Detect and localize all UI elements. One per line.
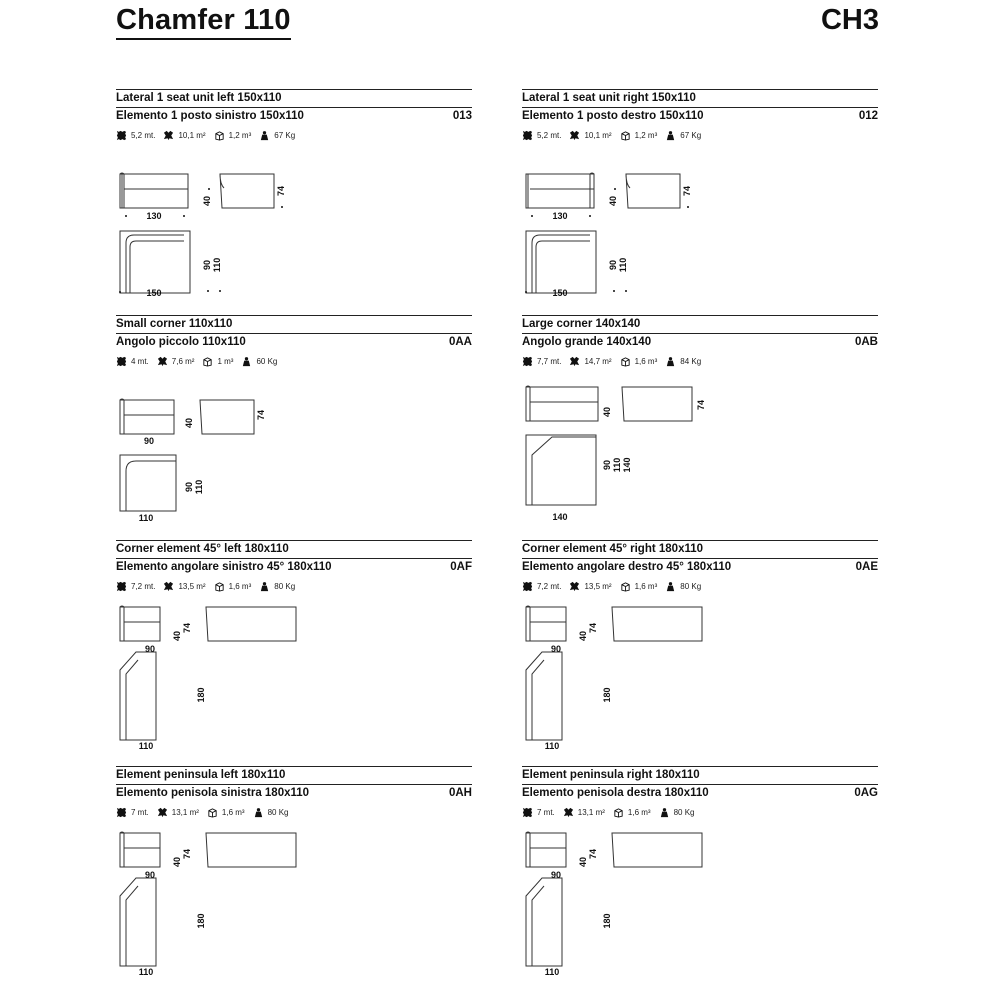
module-drawings bbox=[116, 89, 472, 313]
module-section bbox=[522, 766, 878, 990]
dimension-dot bbox=[613, 290, 615, 292]
spec-leather: 13,5 m² bbox=[584, 581, 612, 591]
spec-leather: 13,1 m² bbox=[577, 807, 605, 817]
dim-plan-d1: 90 bbox=[602, 459, 612, 471]
spec-weight: 80 Kg bbox=[680, 581, 702, 591]
dim-front-width: 130 bbox=[146, 211, 162, 221]
dim-total-height: 74 bbox=[276, 185, 286, 197]
spec-volume: 1,6 m³ bbox=[627, 807, 651, 817]
module-name-it: Elemento penisola sinistra 180x110 bbox=[116, 787, 310, 799]
dim-total-height: 74 bbox=[682, 185, 692, 197]
spec-fabric: 7,7 mt. bbox=[537, 356, 562, 366]
module-drawings bbox=[116, 540, 472, 764]
side-view bbox=[206, 833, 296, 867]
module-code: 012 bbox=[858, 110, 878, 122]
dimension-dot bbox=[125, 215, 127, 217]
module-name-it: Elemento 1 posto sinistro 150x110 bbox=[116, 110, 304, 122]
dim-seat-height: 40 bbox=[602, 406, 612, 418]
dim-seat-height: 40 bbox=[202, 195, 212, 207]
spec-leather: 14,7 m² bbox=[584, 356, 612, 366]
dim-front-width: 90 bbox=[550, 870, 562, 880]
module-section bbox=[116, 89, 472, 313]
armrest bbox=[590, 173, 594, 208]
module-name-it: Angolo piccolo 110x110 bbox=[116, 336, 246, 348]
spec-weight: 80 Kg bbox=[673, 807, 695, 817]
spec-volume: 1,6 m³ bbox=[634, 581, 658, 591]
spec-fabric: 7 mt. bbox=[131, 807, 149, 817]
front-view bbox=[120, 606, 160, 641]
spec-fabric: 7,2 mt. bbox=[131, 581, 156, 591]
module-name-it: Angolo grande 140x140 bbox=[522, 336, 652, 348]
module-name-it: Elemento angolare sinistro 45° 180x110 bbox=[116, 561, 332, 573]
dim-plan-d2: 110 bbox=[194, 479, 204, 495]
dim-plan-width: 110 bbox=[138, 967, 154, 977]
spec-volume: 1,6 m³ bbox=[228, 581, 252, 591]
module-section bbox=[116, 766, 472, 990]
dim-plan-d2: 110 bbox=[612, 457, 622, 473]
dim-seat-height: 40 bbox=[578, 630, 588, 642]
dim-plan-depth: 180 bbox=[196, 687, 206, 703]
dim-seat-height: 40 bbox=[578, 856, 588, 868]
module-drawings bbox=[522, 766, 878, 990]
plan-view bbox=[526, 652, 562, 740]
front-view bbox=[120, 399, 174, 434]
dimension-dot bbox=[183, 215, 185, 217]
module-code: 0AF bbox=[450, 561, 472, 573]
spec-weight: 80 Kg bbox=[267, 807, 289, 817]
dim-plan-depth: 180 bbox=[196, 913, 206, 929]
spec-fabric: 7,2 mt. bbox=[537, 581, 562, 591]
spec-fabric: 7 mt. bbox=[537, 807, 555, 817]
dim-plan-d1: 90 bbox=[202, 259, 212, 271]
dim-plan-depth: 180 bbox=[602, 687, 612, 703]
front-view bbox=[526, 174, 594, 208]
spec-volume: 1,6 m³ bbox=[634, 356, 658, 366]
side-view bbox=[626, 174, 680, 208]
module-code: 013 bbox=[452, 110, 472, 122]
dim-front-width: 90 bbox=[550, 644, 562, 654]
dim-plan-width: 150 bbox=[146, 288, 162, 298]
spec-volume: 1,2 m³ bbox=[228, 130, 252, 140]
dim-front-width: 90 bbox=[143, 436, 155, 446]
side-view bbox=[200, 400, 254, 434]
plan-view bbox=[526, 435, 596, 505]
side-view bbox=[612, 607, 702, 641]
spec-leather: 7,6 m² bbox=[171, 356, 195, 366]
module-drawings bbox=[522, 540, 878, 764]
spec-leather: 10,1 m² bbox=[584, 130, 612, 140]
module-code: 0AG bbox=[854, 787, 878, 799]
spec-volume: 1,6 m³ bbox=[221, 807, 245, 817]
dim-plan-width: 110 bbox=[138, 513, 154, 523]
side-view bbox=[206, 607, 296, 641]
front-view bbox=[120, 174, 188, 208]
dimension-dot bbox=[687, 206, 689, 208]
dimension-dot bbox=[589, 215, 591, 217]
dimension-dot bbox=[208, 188, 210, 190]
spec-weight: 80 Kg bbox=[274, 581, 296, 591]
dim-plan-width: 150 bbox=[552, 288, 568, 298]
module-name-en: Lateral 1 seat unit left 150x110 bbox=[116, 92, 282, 104]
front-view bbox=[526, 832, 566, 867]
module-name-en: Large corner 140x140 bbox=[522, 318, 641, 330]
dim-plan-d1: 90 bbox=[184, 481, 194, 493]
module-name-it: Elemento 1 posto destro 150x110 bbox=[522, 110, 704, 122]
plan-view bbox=[120, 652, 156, 740]
dim-plan-width: 110 bbox=[544, 967, 560, 977]
page-title: Chamfer 110 bbox=[116, 4, 291, 36]
dim-total-height: 74 bbox=[182, 622, 192, 634]
spec-leather: 10,1 m² bbox=[178, 130, 206, 140]
spec-weight: 60 Kg bbox=[256, 356, 278, 366]
module-code: 0AB bbox=[854, 336, 878, 348]
plan-view bbox=[526, 878, 562, 966]
spec-volume: 1 m³ bbox=[217, 356, 234, 366]
side-view bbox=[220, 174, 274, 208]
module-section bbox=[116, 540, 472, 764]
front-view bbox=[526, 386, 598, 421]
spec-weight: 67 Kg bbox=[274, 130, 296, 140]
dimension-dot bbox=[625, 290, 627, 292]
dim-plan-d3: 140 bbox=[622, 457, 632, 473]
module-name-en: Corner element 45° right 180x110 bbox=[522, 543, 704, 555]
module-code: 0AE bbox=[855, 561, 878, 573]
module-name-en: Element peninsula right 180x110 bbox=[522, 769, 700, 781]
module-section bbox=[522, 540, 878, 764]
dimension-dot bbox=[281, 206, 283, 208]
dim-plan-width: 140 bbox=[552, 512, 568, 522]
dim-front-width: 130 bbox=[552, 211, 568, 221]
module-name-en: Lateral 1 seat unit right 150x110 bbox=[522, 92, 696, 104]
side-view bbox=[612, 833, 702, 867]
module-section bbox=[522, 89, 878, 313]
dim-total-height: 74 bbox=[588, 622, 598, 634]
dim-plan-d1: 90 bbox=[608, 259, 618, 271]
module-drawings bbox=[116, 315, 472, 539]
dim-seat-height: 40 bbox=[608, 195, 618, 207]
dim-seat-height: 40 bbox=[172, 630, 182, 642]
title-underline bbox=[116, 38, 291, 40]
module-name-it: Elemento penisola destra 180x110 bbox=[522, 787, 709, 799]
plan-view bbox=[526, 231, 596, 293]
dim-total-height: 74 bbox=[696, 399, 706, 411]
dim-plan-depth: 180 bbox=[602, 913, 612, 929]
module-name-en: Small corner 110x110 bbox=[116, 318, 233, 330]
module-code: 0AH bbox=[448, 787, 472, 799]
dimension-dot bbox=[531, 215, 533, 217]
front-view bbox=[526, 606, 566, 641]
side-view bbox=[622, 387, 692, 421]
spec-fabric: 5,2 mt. bbox=[537, 130, 562, 140]
module-section bbox=[522, 315, 878, 539]
dim-seat-height: 40 bbox=[172, 856, 182, 868]
dim-plan-d2: 110 bbox=[212, 257, 222, 273]
plan-view bbox=[120, 455, 176, 511]
module-name-en: Element peninsula left 180x110 bbox=[116, 769, 286, 781]
module-drawings bbox=[522, 315, 878, 539]
dim-plan-width: 110 bbox=[138, 741, 154, 751]
module-name-it: Elemento angolare destro 45° 180x110 bbox=[522, 561, 732, 573]
dim-plan-d2: 110 bbox=[618, 257, 628, 273]
module-name-en: Corner element 45° left 180x110 bbox=[116, 543, 289, 555]
dim-plan-width: 110 bbox=[544, 741, 560, 751]
dim-total-height: 74 bbox=[588, 848, 598, 860]
dimension-dot bbox=[119, 291, 121, 293]
dim-front-width: 90 bbox=[144, 644, 156, 654]
dimension-dot bbox=[525, 291, 527, 293]
spec-fabric: 4 mt. bbox=[131, 356, 149, 366]
spec-fabric: 5,2 mt. bbox=[131, 130, 156, 140]
plan-view bbox=[120, 231, 190, 293]
dim-front-width: 90 bbox=[144, 870, 156, 880]
spec-weight: 84 Kg bbox=[680, 356, 702, 366]
spec-leather: 13,1 m² bbox=[171, 807, 199, 817]
dim-seat-height: 40 bbox=[184, 417, 194, 429]
dimension-dot bbox=[207, 290, 209, 292]
plan-view bbox=[120, 878, 156, 966]
module-drawings bbox=[522, 89, 878, 313]
dimension-dot bbox=[614, 188, 616, 190]
front-view bbox=[120, 832, 160, 867]
spec-leather: 13,5 m² bbox=[178, 581, 206, 591]
module-drawings bbox=[116, 766, 472, 990]
dimension-dot bbox=[219, 290, 221, 292]
spec-volume: 1,2 m³ bbox=[634, 130, 658, 140]
collection-code: CH3 bbox=[820, 4, 879, 36]
dim-total-height: 74 bbox=[256, 409, 266, 421]
dim-total-height: 74 bbox=[182, 848, 192, 860]
module-code: 0AA bbox=[448, 336, 472, 348]
spec-weight: 67 Kg bbox=[680, 130, 702, 140]
module-section bbox=[116, 315, 472, 539]
